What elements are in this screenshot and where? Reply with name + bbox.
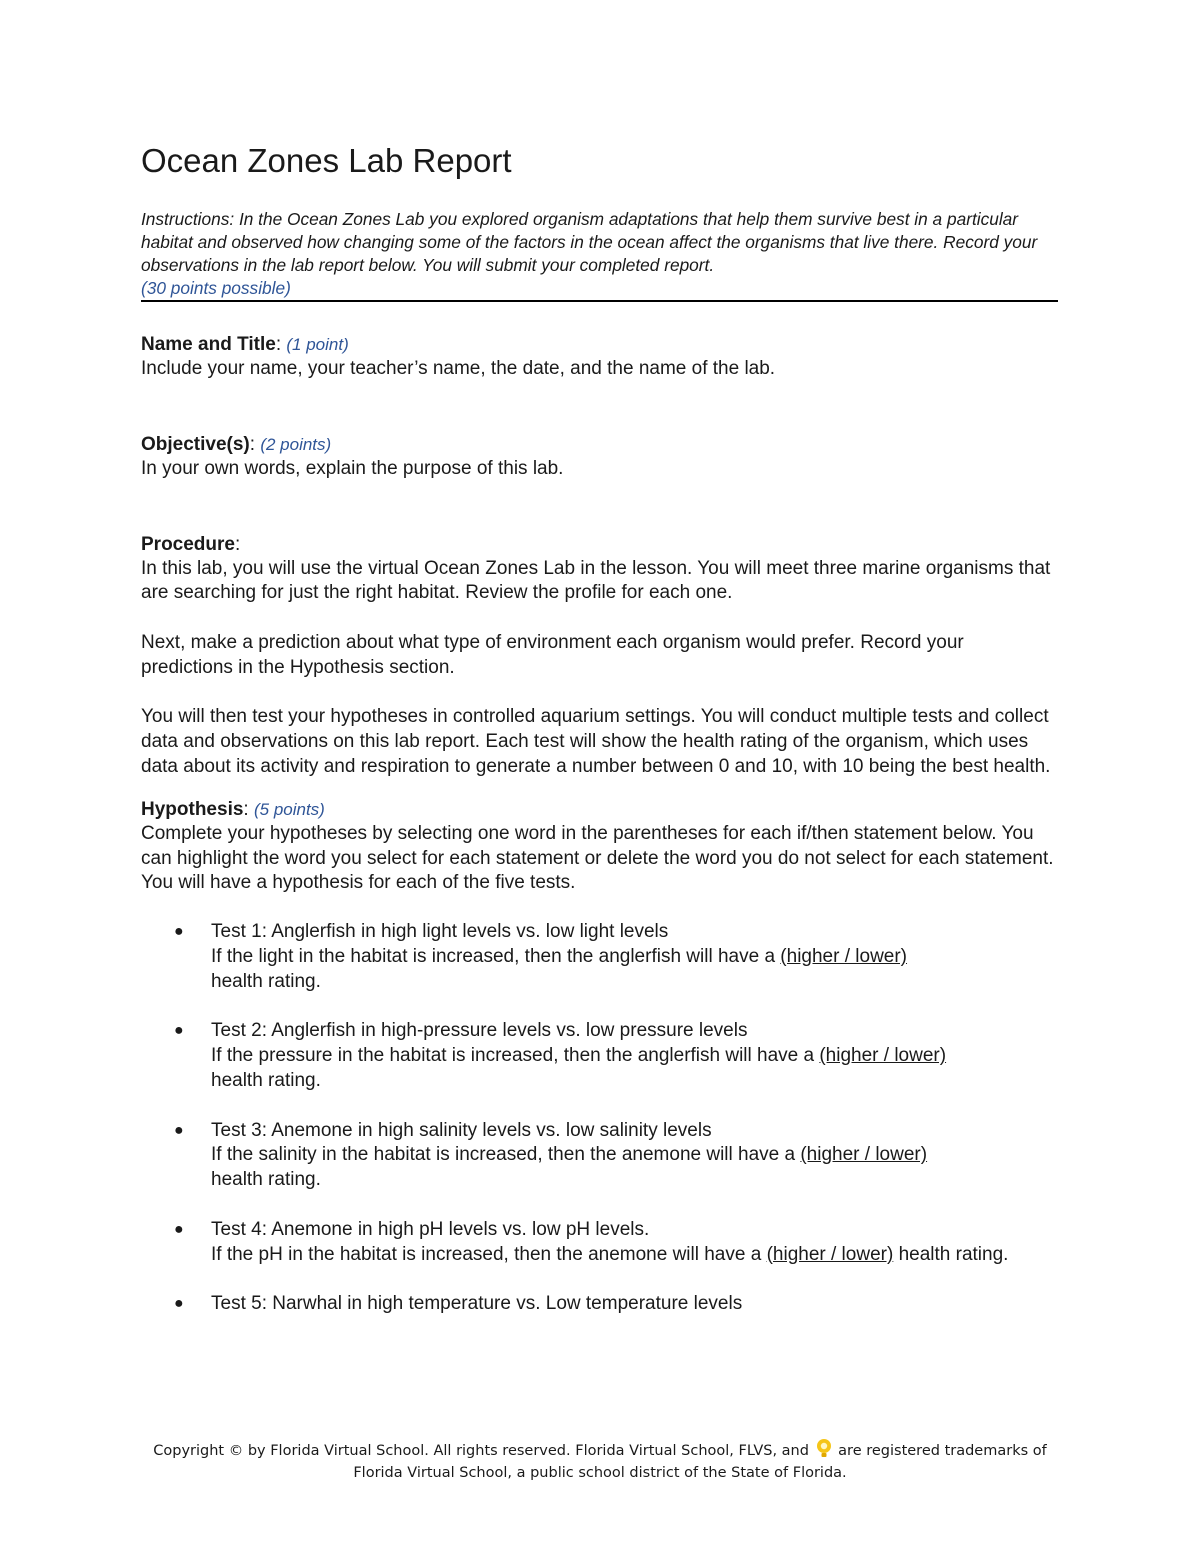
choice-field[interactable]: (higher / lower) xyxy=(780,945,908,967)
divider xyxy=(141,300,1058,302)
bullet-icon: ● xyxy=(174,1295,184,1313)
bullet-icon: ● xyxy=(174,1220,184,1238)
section-points: (1 point) xyxy=(286,335,349,354)
list-item xyxy=(141,1019,1058,1093)
footer-copyright: Copyright © by Florida Virtual School. All rights reserved. Florida Virtual School, FLVS, and xyxy=(153,1443,809,1459)
footer-trademark: are registered trademarks of xyxy=(838,1443,1047,1459)
test-statement: If the salinity in the habitat is increased, then the anemone will have a xyxy=(211,1144,801,1166)
section-body: In your own words, explain the purpose of this lab. xyxy=(141,457,564,479)
test-statement-end: health rating. xyxy=(211,970,321,992)
list-item xyxy=(141,920,1058,994)
instructions-text: Instructions: In the Ocean Zones Lab you explored organism adaptations that help them survive best in a particular habitat and observed how changing some of the factors in the ocean affect the organisms that live there. Record your observations in the lab report below. You will submit your completed report. xyxy=(141,209,1038,275)
bullet-icon: ● xyxy=(174,1121,184,1139)
list-item xyxy=(141,1119,1058,1193)
footer-district: Florida Virtual School, a public school district of the State of Florida. xyxy=(353,1465,847,1481)
document-page xyxy=(141,138,1058,1342)
section-hypothesis: Hypothesis: (5 points) Complete your hypotheses by selecting one word in the parentheses for each if/then statement below. You can highlight the word you select for each statement or delete the word you do not select for each statement. You will have a hypothesis for each of the five tests. ● Test 1: Anglerfish in high light levels vs. low light levels If the light in the habitat is increased, then the anglerfish will have a (higher / lower) health rating. ● Test 2: Anglerfish in high-pressure levels vs. low pressure levels If the pressure in the habitat is increased, then the anglerfish will have a (higher / lower) health rating. ● Test 3: Anemone in high salinity levels vs. low salinity levels If the salinity in the habitat is increased, then the anemone will have a (higher / lower) health rating. ● Test 4: Anemone in high pH levels vs. low pH levels. If the pH in the habitat is increased, then the anemone will have a (higher / lower) health rating. ● Test 5: Narwhal in high temperature vs. Low temperature levels xyxy=(141,797,1058,1317)
test-title: Test 2: Anglerfish in high-pressure levels vs. low pressure levels xyxy=(211,1020,748,1042)
test-statement: If the light in the habitat is increased, then the anglerfish will have a xyxy=(211,945,781,967)
test-title: Test 4: Anemone in high pH levels vs. low pH levels. xyxy=(211,1218,650,1240)
section-heading: Name and Title xyxy=(141,334,276,355)
test-statement: If the pressure in the habitat is increased, then the anglerfish will have a xyxy=(211,1045,820,1067)
bullet-icon: ● xyxy=(174,923,184,941)
section-body: Complete your hypotheses by selecting one word in the parentheses for each if/then statement below. You can highlight the word you select for each statement or delete the word you do not select for each statement. You will have a hypothesis for each of the five tests. xyxy=(141,822,1054,894)
total-points: (30 points possible) xyxy=(141,278,291,298)
instructions xyxy=(141,208,1058,300)
choice-field[interactable]: (higher / lower) xyxy=(766,1243,894,1265)
section-heading: Hypothesis xyxy=(141,798,244,820)
test-statement-end: health rating. xyxy=(211,1169,321,1191)
test-statement-end: health rating. xyxy=(898,1243,1009,1265)
list-item xyxy=(141,1292,1058,1317)
test-statement-end: health rating. xyxy=(211,1069,321,1091)
footer xyxy=(0,1437,1200,1484)
procedure-paragraph-2: Next, make a prediction about what type of environment each organism would prefer. Record your predictions in the Hypothesis section. xyxy=(141,631,964,678)
page-title: Ocean Zones Lab Report xyxy=(141,142,512,179)
test-list xyxy=(141,920,1058,1317)
section-heading: Procedure xyxy=(141,533,235,555)
test-title: Test 5: Narwhal in high temperature vs. Low temperature levels xyxy=(211,1293,743,1315)
choice-field[interactable]: (higher / lower) xyxy=(819,1045,947,1067)
section-name-title: Name and Title: (1 point) Include your name, your teacher’s name, the date, and the name of the lab. xyxy=(141,332,1058,382)
bullet-icon: ● xyxy=(174,1022,184,1040)
section-objective: Objective(s): (2 points) In your own words, explain the purpose of this lab. xyxy=(141,432,1058,482)
section-heading: Objective(s) xyxy=(141,433,250,455)
section-points: (5 points) xyxy=(253,799,325,819)
flvs-logo-icon xyxy=(814,1437,834,1459)
list-item xyxy=(141,1218,1058,1268)
test-statement: If the pH in the habitat is increased, then the anemone will have a xyxy=(211,1243,767,1265)
test-title: Test 3: Anemone in high salinity levels vs. low salinity levels xyxy=(211,1119,712,1141)
section-body: Include your name, your teacher’s name, the date, and the name of the lab. xyxy=(141,358,776,379)
procedure-paragraph-3: You will then test your hypotheses in controlled aquarium settings. You will conduct multiple tests and collect data and observations on this lab report. Each test will show the health rating of the organism, which uses data about its activity and respiration to generate a number between 0 and 10, with 10 being the best health. xyxy=(141,706,1051,777)
section-points: (2 points) xyxy=(260,434,332,454)
section-procedure: Procedure: In this lab, you will use the virtual Ocean Zones Lab in the lesson. You will meet three marine organisms that are searching for just the right habitat. Review the profile for each one. Next, make a prediction about what type of environment each organism would prefer. Record your predictions in the Hypothesis section. You will then test your hypotheses in controlled aquarium settings. You will conduct multiple tests and collect data and observations on this lab report. Each test will show the health rating of the organism, which uses data about its activity and respiration to generate a number between 0 and 10, with 10 being the best health. xyxy=(141,532,1058,780)
choice-field[interactable]: (higher / lower) xyxy=(800,1144,928,1166)
test-title: Test 1: Anglerfish in high light levels vs. low light levels xyxy=(211,921,669,943)
procedure-paragraph-1: In this lab, you will use the virtual Ocean Zones Lab in the lesson. You will meet three marine organisms that are searching for just the right habitat. Review the profile for each one. xyxy=(141,557,1051,604)
